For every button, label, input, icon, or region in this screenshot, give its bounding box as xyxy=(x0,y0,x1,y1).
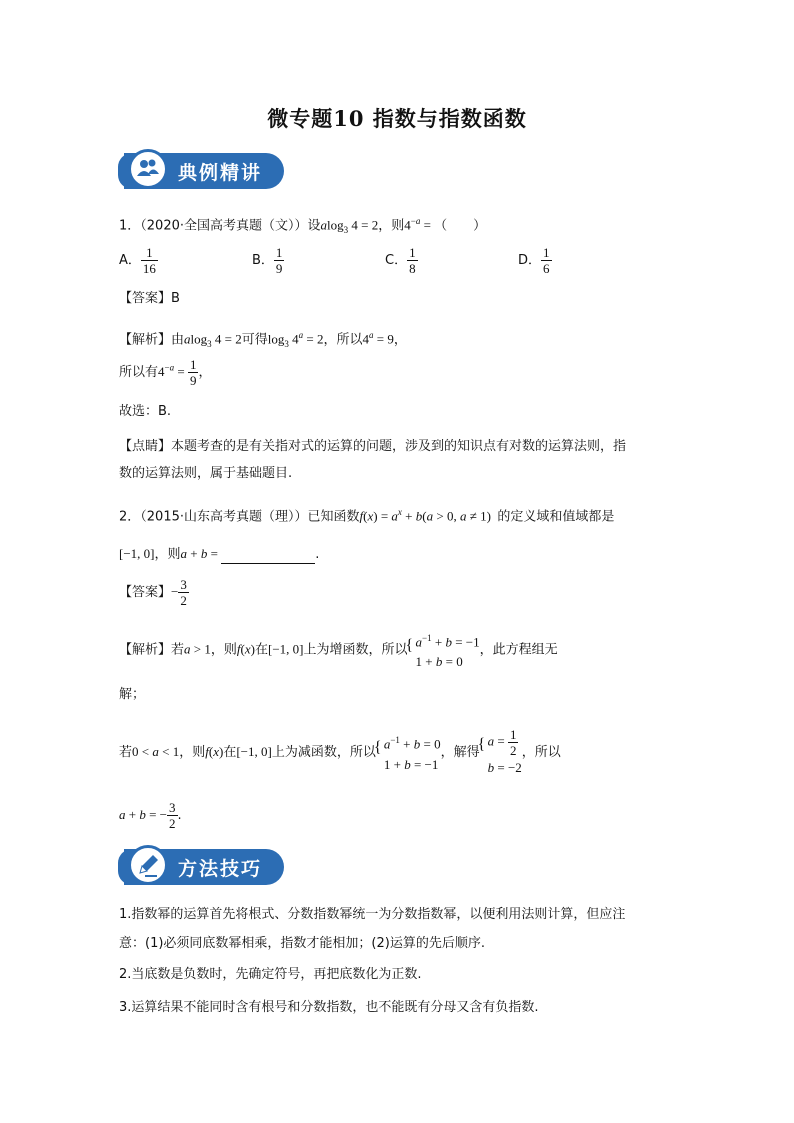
tip-1-cont: 意：(1)必须同底数幂相乘，指数才能相加；(2)运算的先后顺序. xyxy=(119,936,485,951)
q2-stem: 2．（2015·山东高考真题（理））已知函数$f(x) = a^x + b(a > 0$, a ≠ 1) 的定义域和值域都是 xyxy=(119,507,615,525)
banner-label: 方法技巧 xyxy=(178,858,263,880)
q2-analysis-case1-tail: 解； xyxy=(119,687,146,702)
q1-comment: 【点睛】本题考查的是有关指对式的运算的问题，涉及到的知识点有对数的运算法则，指 xyxy=(119,439,627,454)
pencil-icon xyxy=(128,845,168,885)
tip-3: 3.运算结果不能同时含有根号和分数指数，也不能既有分母又含有负指数. xyxy=(119,1000,539,1015)
q1-analysis: 【解析】由alog$_3$ 4 = 2可得$\log_3 4^a = 2$，所以$4^a = 9$， xyxy=(119,330,407,349)
section-banner-examples xyxy=(124,149,294,191)
q1-analysis-line2: 所以有$4^{-a}$ = $\frac{1}{9}$ ， xyxy=(119,357,212,388)
q1-option-a: A． $\frac{1}{16}$ xyxy=(119,245,156,276)
tip-2: 2.当底数是负数时，先确定符号，再把底数化为正数. xyxy=(119,967,422,982)
people-icon xyxy=(128,149,168,189)
q2-final: a + b = − $\frac{3}{2}$ . xyxy=(119,800,182,831)
q1-comment-cont: 数的运算法则，属于基础题目. xyxy=(119,466,293,481)
banner-label: 典例精讲 xyxy=(178,162,263,184)
answer-blank xyxy=(221,549,315,564)
q2-stem-line2: [−1, 0]，则a + b = . xyxy=(119,546,320,562)
q1-option-b: B． $\frac{1}{9}$ xyxy=(252,245,283,276)
q1-conclusion: 故选：B. xyxy=(119,404,172,419)
q2-analysis-case2: 若0 < a < 1，则f(x)在[−1, 0]上为减函数，所以 { $a^{-1} + b = 0$ 1 + b = −1 ，解得 { a = $\frac{1}{2}$ b = −2 ，所以 xyxy=(119,727,561,778)
q2-analysis-case1: 【解析】若a > 1，则f(x)在[−1, 0]上为增函数，所以 { $a^{-1} + b = -1$ 1 + b = 0 ，此方程组无 xyxy=(119,628,558,672)
q1-option-d: D． $\frac{1}{6}$ xyxy=(518,245,550,276)
q2-answer: 【答案】− $\frac{3}{2}$ xyxy=(119,577,187,608)
q1-answer: 【答案】B xyxy=(119,291,180,306)
section-banner-methods xyxy=(124,845,294,887)
q1-stem: 1．（2020·全国高考真题（文））设alog$_3$ 4 = 2，则$4^{-a}$ = （ ） xyxy=(119,216,487,235)
tip-1: 1.指数幂的运算首先将根式、分数指数幂统一为分数指数幂，以便利用法则计算，但应注 xyxy=(119,907,626,922)
page-title: 微专题10 指数与指数函数 xyxy=(267,106,527,131)
q1-option-c: C． $\frac{1}{8}$ xyxy=(385,245,416,276)
